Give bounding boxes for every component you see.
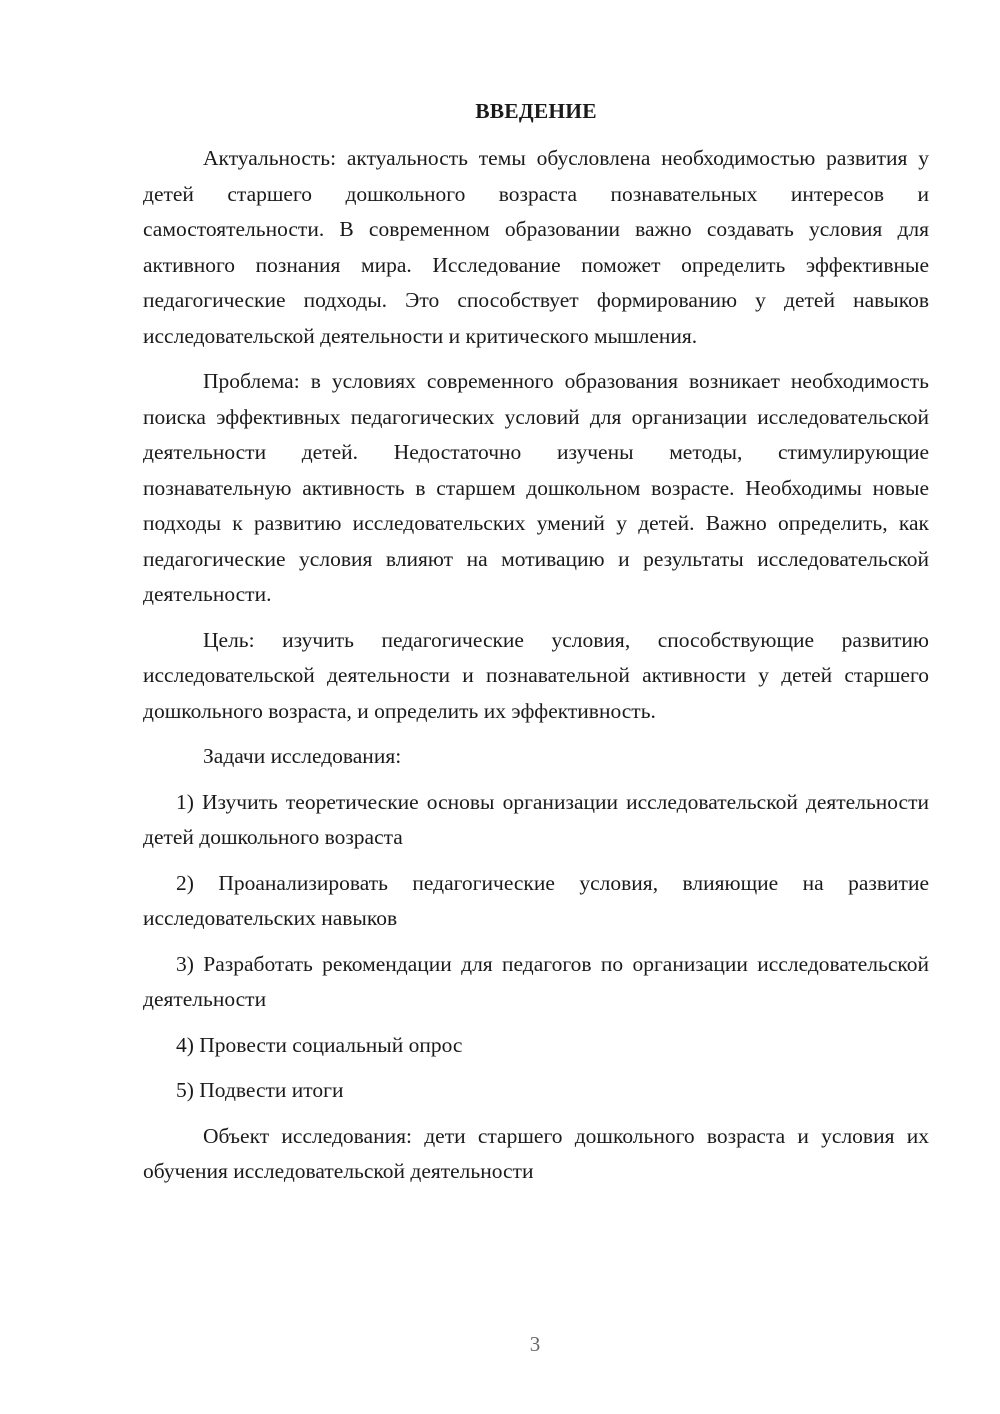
problem-paragraph: Проблема: в условиях современного образования возникает необходимость поиска эффективных педагогических условий для организации исследовательской деятельности детей. Недостаточно изучены методы, стимулирующие познавательную активность в старшем дошкольном возрасте. Необходимы новые подходы к развитию исследовательских умений у детей. Важно определить, как педагогические условия влияют на мотивацию и результаты исследовательской деятельности. [143, 369, 929, 606]
task-item: 3) Разработать рекомендации для педагогов по организации исследовательской деятельности [143, 951, 929, 1011]
goal-paragraph: Цель: изучить педагогические условия, способствующие развитию исследовательской деятельности и познавательной активности у детей старшего дошкольного возраста, и определить их эффективность. [143, 627, 929, 723]
section-heading: ВВЕДЕНИЕ [475, 99, 597, 123]
relevance-paragraph: Актуальность: актуальность темы обусловлена необходимостью развития у детей старшего дошкольного возраста познавательных интересов и самостоятельности. В современном образовании важно создавать условия для активного познания мира. Исследование поможет определить эффективные педагогические подходы. Это способствует формированию у детей навыков исследовательской деятельности и критического мышления. [143, 146, 929, 348]
task-item: 5) Подвести итоги [176, 1078, 344, 1102]
object-paragraph: Объект исследования: дети старшего дошкольного возраста и условия их обучения исследовательской деятельности [143, 1123, 929, 1183]
task-item: 2) Проанализировать педагогические условия, влияющие на развитие исследовательских навыков [143, 870, 929, 930]
task-item: 1) Изучить теоретические основы организации исследовательской деятельности детей дошкольного возраста [143, 789, 929, 849]
page-content [143, 94, 929, 1200]
tasks-list [143, 785, 929, 1109]
tasks-heading: Задачи исследования: [203, 744, 402, 768]
task-item: 4) Провести социальный опрос [176, 1032, 463, 1057]
page-number: 3 [529, 1332, 541, 1356]
